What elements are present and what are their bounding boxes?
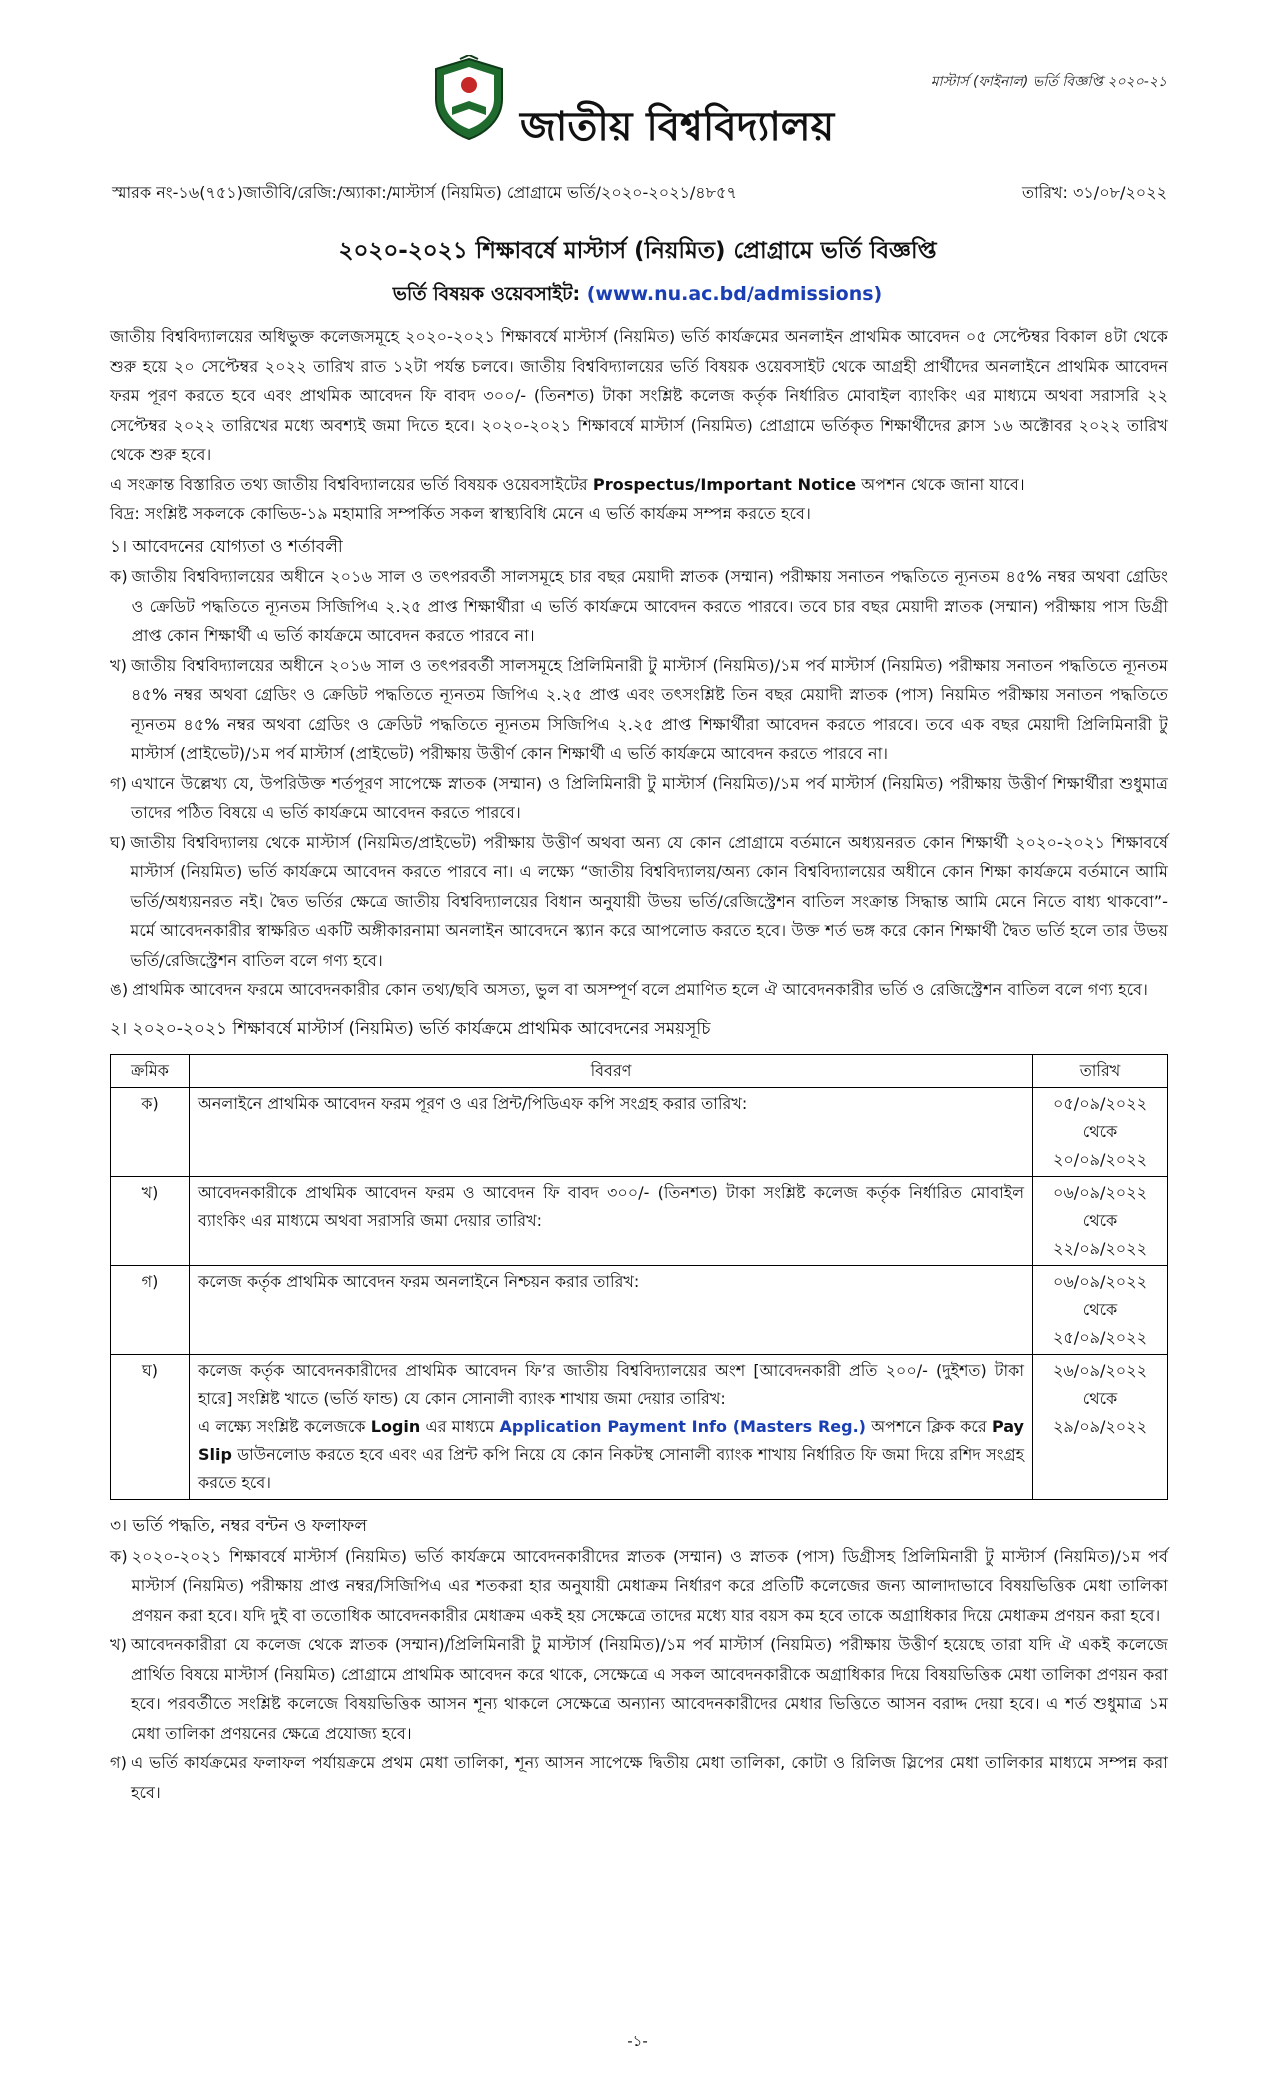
item-marker: গ) <box>110 773 127 793</box>
date-to: ২০/০৯/২০২২ <box>1053 1150 1147 1169</box>
prospectus-text-b: অপশন থেকে জানা যাবে। <box>856 474 1025 494</box>
list-item <box>110 769 1168 828</box>
table-row <box>111 1177 1168 1266</box>
col-date: তারিখ <box>1033 1055 1168 1088</box>
schedule-table <box>110 1054 1168 1500</box>
row-serial: ক) <box>111 1088 190 1177</box>
payment-text-a: এ লক্ষ্যে সংশ্লিষ্ট কলেজকে <box>198 1417 371 1436</box>
item-marker: ঘ) <box>110 832 127 852</box>
section-1-heading: ১। আবেদনের যোগ্যতা ও শর্তাবলী <box>110 536 343 557</box>
table-row <box>111 1355 1168 1500</box>
admission-method-list <box>110 1542 1168 1808</box>
prospectus-option: Prospectus/Important Notice <box>592 474 857 494</box>
col-description: বিবরণ <box>190 1055 1033 1088</box>
notice-body <box>110 322 1168 1807</box>
date-to: ২২/০৯/২০২২ <box>1053 1239 1147 1258</box>
section-3-heading: ৩। ভর্তি পদ্ধতি, নম্বর বন্টন ও ফলাফল <box>110 1516 367 1536</box>
website-line <box>0 280 1275 312</box>
university-name: জাতীয় বিশ্ববিদ্যালয় <box>520 103 835 150</box>
row-date <box>1033 1088 1168 1177</box>
list-item <box>110 1542 1168 1631</box>
item-text: জাতীয় বিশ্ববিদ্যালয়ের অধীনে ২০১৬ সাল ও তৎপরবর্তী সালসমূহে প্রিলিমিনারী টু মাস্টার্স (নিয়মিত)/১ম পর্ব মাস্টার্স (নিয়মিত) পরীক্ষায় সনাতন পদ্ধতিতে ন্যূনতম ৪৫% নম্বর অথবা গ্রেডিং ও ক্রেডিট পদ্ধতিতে ন্যূনতম জিপিএ ২.২৫ প্রাপ্ত এবং তৎসংশ্লিষ্ট তিন বছর মেয়াদী স্নাতক (পাস) নিয়মিত পরীক্ষায় সনাতন পদ্ধতিতে ন্যূনতম ৪৫% নম্বর অথবা গ্রেডিং ও ক্রেডিট পদ্ধতিতে ন্যূনতম সিজিপিএ ২.২৫ প্রাপ্ত শিক্ষার্থীরা আবেদন করতে পারবে। তবে এক বছর মেয়াদী প্রিলিমিনারী টু মাস্টার্স (প্রাইভেট)/১ম পর্ব মাস্টার্স (প্রাইভেট) পরীক্ষায় উত্তীর্ণ কোন শিক্ষার্থী এ ভর্তি কার্যক্রমে আবেদন করতে পারবে না। <box>130 655 1168 763</box>
row-date <box>1033 1355 1168 1500</box>
page-title: ২০২০-২০২১ শিক্ষাবর্ষে মাস্টার্স (নিয়মিত) প্রোগ্রামে ভর্তি বিজ্ঞপ্তি <box>338 238 937 264</box>
list-item <box>110 651 1168 769</box>
row-serial: ঘ) <box>111 1355 190 1500</box>
item-text: এ ভর্তি কার্যক্রমের ফলাফল পর্যায়ক্রমে প্রথম মেধা তালিকা, শূন্য আসন সাপেক্ষে দ্বিতীয় মেধা তালিকা, কোটা ও রিলিজ স্লিপের মেধা তালিকার মাধ্যমে সম্পন্ন করা হবে। <box>130 1753 1168 1802</box>
item-text: ২০২০-২০২১ শিক্ষাবর্ষে মাস্টার্স (নিয়মিত) ভর্তি কার্যক্রমে আবেদনকারীদের স্নাতক (সম্মান) ও স্নাতক (পাস) ডিগ্রীসহ প্রিলিমিনারী টু মাস্টার্স (নিয়মিত)/১ম পর্ব মাস্টার্স (নিয়মিত) পরীক্ষায় প্রাপ্ত নম্বর/সিজিপিএ এর শতকরা হার অনুযায়ী মেধাক্রম নির্ধারণ করে প্রতিটি কলেজের জন্য আলাদাভাবে বিষয়ভিত্তিক মেধা তালিকা প্রণয়ন করা হবে। যদি দুই বা ততোধিক আবেদনকারীর মেধাক্রম একই হয় সেক্ষেত্রে তাদের মধ্যে যার বয়স কম হবে তাকে অগ্রাধিকার দিয়ে মেধাক্রম প্রণয়ন করা হবে। <box>131 1546 1168 1625</box>
date-from: ০৬/০৯/২০২২ <box>1053 1272 1147 1291</box>
item-marker: খ) <box>110 1635 127 1654</box>
list-item <box>110 1630 1168 1748</box>
item-text: জাতীয় বিশ্ববিদ্যালয়ের অধীনে ২০১৬ সাল ও তৎপরবর্তী সালসমূহে চার বছর মেয়াদী স্নাতক (সম্মান) পরীক্ষায় সনাতন পদ্ধতিতে ন্যূনতম ৪৫% নম্বর অথবা গ্রেডিং ও ক্রেডিট পদ্ধতিতে ন্যূনতম সিজিপিএ ২.২৫ প্রাপ্ত শিক্ষার্থীরা এ ভর্তি কার্যক্রমে আবেদন করতে পারবে। তবে চার বছর মেয়াদী স্নাতক (সম্মান) পরীক্ষায় পাস ডিগ্রী প্রাপ্ত কোন শিক্ষার্থী এ ভর্তি কার্যক্রমে আবেদন করতে পারবে না। <box>131 567 1168 645</box>
table-row <box>111 1266 1168 1355</box>
payment-option: Application Payment Info (Masters Reg.) <box>499 1417 866 1436</box>
list-item <box>110 975 1168 1005</box>
payment-text-d: ডাউনলোড করতে হবে এবং এর প্রিন্ট কপি নিয়ে যে কোন নিকটস্থ সোনালী ব্যাংক শাখায় নির্ধারিত ফি জমা দিয়ে রশিদ সংগ্রহ করতে হবে। <box>198 1445 1024 1492</box>
date-from: ২৬/০৯/২০২২ <box>1053 1361 1147 1380</box>
col-serial: ক্রমিক <box>111 1055 190 1088</box>
list-item <box>110 562 1168 651</box>
website-link[interactable]: (www.nu.ac.bd/admissions) <box>586 283 883 305</box>
row-description <box>190 1355 1033 1500</box>
item-marker: ঙ) <box>110 980 129 999</box>
prospectus-text-a: এ সংক্রান্ত বিস্তারিত তথ্য জাতীয় বিশ্ববিদ্যালয়ের ভর্তি বিষয়ক ওয়েবসাইটের <box>110 474 593 494</box>
date-sep: থেকে <box>1082 1122 1118 1141</box>
intro-paragraph: জাতীয় বিশ্ববিদ্যালয়ের অধিভুক্ত কলেজসমূহে ২০২০-২০২১ শিক্ষাবর্ষে মাস্টার্স (নিয়মিত) ভর্তি কার্যক্রমের অনলাইন প্রাথমিক আবেদন ০৫ সেপ্টেম্বর বিকাল ৪টা থেকে শুরু হয়ে ২০ সেপ্টেম্বর ২০২২ তারিখ রাত ১২টা পর্যন্ত চলবে। জাতীয় বিশ্ববিদ্যালয়ের ভর্তি বিষয়ক ওয়েবসাইট থেকে আগ্রহী প্রার্থীদের অনলাইনে প্রাথমিক আবেদন ফরম পূরণ করতে হবে এবং প্রাথমিক আবেদন ফি বাবদ ৩০০/- (তিনশত) টাকা সংশ্লিষ্ট কলেজ কর্তৃক নির্ধারিত মোবাইল ব্যাংকিং এর মাধ্যমে অথবা সরাসরি ২২ সেপ্টেম্বর ২০২২ তারিখের মধ্যে অবশ্যই জমা দিতে হবে। ২০২০-২০২১ শিক্ষাবর্ষে মাস্টার্স (নিয়মিত) প্রোগ্রামে ভর্তিকৃত শিক্ষার্থীদের ক্লাস ১৬ অক্টোবর ২০২২ তারিখ থেকে শুরু হবে। <box>110 327 1168 464</box>
date-sep: থেকে <box>1082 1389 1118 1408</box>
row-description: অনলাইনে প্রাথমিক আবেদন ফরম পূরণ ও এর প্রিন্ট/পিডিএফ কপি সংগ্রহ করার তারিখ: <box>190 1088 1033 1177</box>
row-serial: গ) <box>111 1266 190 1355</box>
reference-line <box>112 180 1167 207</box>
covid-note: বিদ্র: সংশ্লিষ্ট সকলকে কোভিড-১৯ মহামারি সম্পর্কিত সকল স্বাস্থ্যবিধি মেনে এ ভর্তি কার্যক্রম সম্পন্ন করতে হবে। <box>110 504 811 523</box>
payment-text-b: এর মাধ্যমে <box>420 1417 500 1436</box>
table-header-row <box>111 1055 1168 1088</box>
item-text: জাতীয় বিশ্ববিদ্যালয় থেকে মাস্টার্স (নিয়মিত/প্রাইভেট) পরীক্ষায় উত্তীর্ণ অথবা অন্য যে কোন প্রোগ্রামে বর্তমানে অধ্যয়নরত কোন শিক্ষার্থী ২০২০-২০২১ শিক্ষাবর্ষে মাস্টার্স (নিয়মিত) ভর্তি কার্যক্রমে আবেদন করতে পারবে না। এ লক্ষ্যে “জাতীয় বিশ্ববিদ্যালয়/অন্য কোন বিশ্ববিদ্যালয়ের অধীনে কোন শিক্ষা কার্যক্রমে বর্তমানে আমি ভর্তি/অধ্যয়নরত নই। দ্বৈত ভর্তির ক্ষেত্রে জাতীয় বিশ্ববিদ্যালয়ের বিধান অনুযায়ী উভয় ভর্তি/রেজিস্ট্রেশন বাতিল সংক্রান্ত সিদ্ধান্ত আমি মেনে নিতে বাধ্য থাকবো”- মর্মে আবেদনকারীর স্বাক্ষরিত একটি অঙ্গীকারনামা অনলাইন আবেদনে স্ক্যান করে আপলোড করতে হবে। উক্ত শর্ত ভঙ্গ করে কোন শিক্ষার্থী দ্বৈত ভর্তি হলে তার উভয় ভর্তি/রেজিস্ট্রেশন বাতিল বলে গণ্য হবে। <box>130 832 1168 970</box>
list-item <box>110 1748 1168 1807</box>
item-marker: ক) <box>110 1546 128 1566</box>
prospectus-paragraph <box>110 470 1168 500</box>
item-text: আবেদনকারীরা যে কলেজ থেকে স্নাতক (সম্মান)/প্রিলিমিনারী টু মাস্টার্স (নিয়মিত)/১ম পর্ব মাস্টার্স (নিয়মিত) পরীক্ষায় উত্তীর্ণ হয়েছে তারা যদি ঐ একই কলেজে প্রার্থিত বিষয়ে মাস্টার্স (নিয়মিত) প্রোগ্রামে প্রাথমিক আবেদন করে থাকে, সেক্ষেত্রে এ সকল আবেদনকারীকে অগ্রাধিকার দিয়ে বিষয়ভিত্তিক মেধা তালিকা প্রণয়ন করা হবে। পরবর্তীতে সংশ্লিষ্ট কলেজে বিষয়ভিত্তিক আসন শূন্য থাকলে সেক্ষেত্রে অন্যান্য আবেদনকারীদের মেধার ভিত্তিতে আসন বরাদ্দ দেয়া হবে। এ শর্ত শুধুমাত্র ১ম মেধা তালিকা প্রণয়নের ক্ষেত্রে প্রযোজ্য হবে। <box>130 1635 1168 1743</box>
website-label: ভর্তি বিষয়ক ওয়েবসাইট: <box>392 283 581 305</box>
university-logo-icon <box>430 55 508 141</box>
date-from: ০৫/০৯/২০২২ <box>1053 1094 1147 1113</box>
item-marker: ক) <box>110 567 128 586</box>
list-item <box>110 828 1168 976</box>
document-tag: মাস্টার্স (ফাইনাল) ভর্তি বিজ্ঞপ্তি ২০২০-২১ <box>930 74 1167 90</box>
page-number: -১- <box>627 2032 648 2050</box>
row-date <box>1033 1177 1168 1266</box>
date-from: ০৬/০৯/২০২২ <box>1053 1183 1147 1202</box>
item-marker: গ) <box>110 1753 127 1772</box>
date-sep: থেকে <box>1082 1300 1118 1319</box>
login-keyword: Login <box>370 1417 421 1436</box>
date-to: ২৯/০৯/২০২২ <box>1053 1417 1147 1436</box>
row-description: কলেজ কর্তৃক প্রাথমিক আবেদন ফরম অনলাইনে নিশ্চয়ন করার তারিখ: <box>190 1266 1033 1355</box>
row-serial: খ) <box>111 1177 190 1266</box>
item-marker: খ) <box>110 655 127 675</box>
row-date <box>1033 1266 1168 1355</box>
eligibility-list <box>110 562 1168 1005</box>
memo-date: তারিখ: ৩১/০৮/২০২২ <box>1022 183 1167 202</box>
payment-text-c: অপশনে ক্লিক করে <box>865 1417 992 1436</box>
row-description: আবেদনকারীকে প্রাথমিক আবেদন ফরম ও আবেদন ফি বাবদ ৩০০/- (তিনশত) টাকা সংশ্লিষ্ট কলেজ কর্তৃক নির্ধারিত মোবাইল ব্যাংকিং এর মাধ্যমে অথবা সরাসরি জমা দেয়ার তারিখ: <box>190 1177 1033 1266</box>
row-description-text: কলেজ কর্তৃক আবেদনকারীদের প্রাথমিক আবেদন ফি’র জাতীয় বিশ্ববিদ্যালয়ের অংশ [আবেদনকারী প্রতি ২০০/- (দুইশত) টাকা হারে] সংশ্লিষ্ট খাতে (ভর্তি ফান্ড) যে কোন সোনালী ব্যাংক শাখায় জমা দেয়ার তারিখ: <box>198 1361 1024 1408</box>
date-to: ২৫/০৯/২০২২ <box>1053 1328 1147 1347</box>
date-sep: থেকে <box>1082 1211 1118 1230</box>
pay-slip-keyword: Pay Slip <box>198 1417 1024 1464</box>
table-row <box>111 1088 1168 1177</box>
item-text: প্রাথমিক আবেদন ফরমে আবেদনকারীর কোন তথ্য/ছবি অসত্য, ভুল বা অসম্পূর্ণ বলে প্রমাণিত হলে ঐ আবেদনকারীর ভর্তি ও রেজিস্ট্রেশন বাতিল বলে গণ্য হবে। <box>132 980 1148 999</box>
memo-number: স্মারক নং-১৬(৭৫১)জাতীবি/রেজি:/অ্যাকা:/মাস্টার্স (নিয়মিত) প্রোগ্রামে ভর্তি/২০২০-২০২১/৪৮৫৭ <box>112 183 737 202</box>
item-text: এখানে উল্লেখ্য যে, উপরিউক্ত শর্তপূরণ সাপেক্ষে স্নাতক (সম্মান) ও প্রিলিমিনারী টু মাস্টার্স (নিয়মিত)/১ম পর্ব মাস্টার্স (নিয়মিত) পরীক্ষায় উত্তীর্ণ শিক্ষার্থীরা শুধুমাত্র তাদের পঠিত বিষয়ে এ ভর্তি কার্যক্রমে আবেদন করতে পারবে। <box>130 773 1168 822</box>
section-2-heading: ২। ২০২০-২০২১ শিক্ষাবর্ষে মাস্টার্স (নিয়মিত) ভর্তি কার্যক্রমে প্রাথমিক আবেদনের সময়সূচি <box>110 1018 711 1039</box>
